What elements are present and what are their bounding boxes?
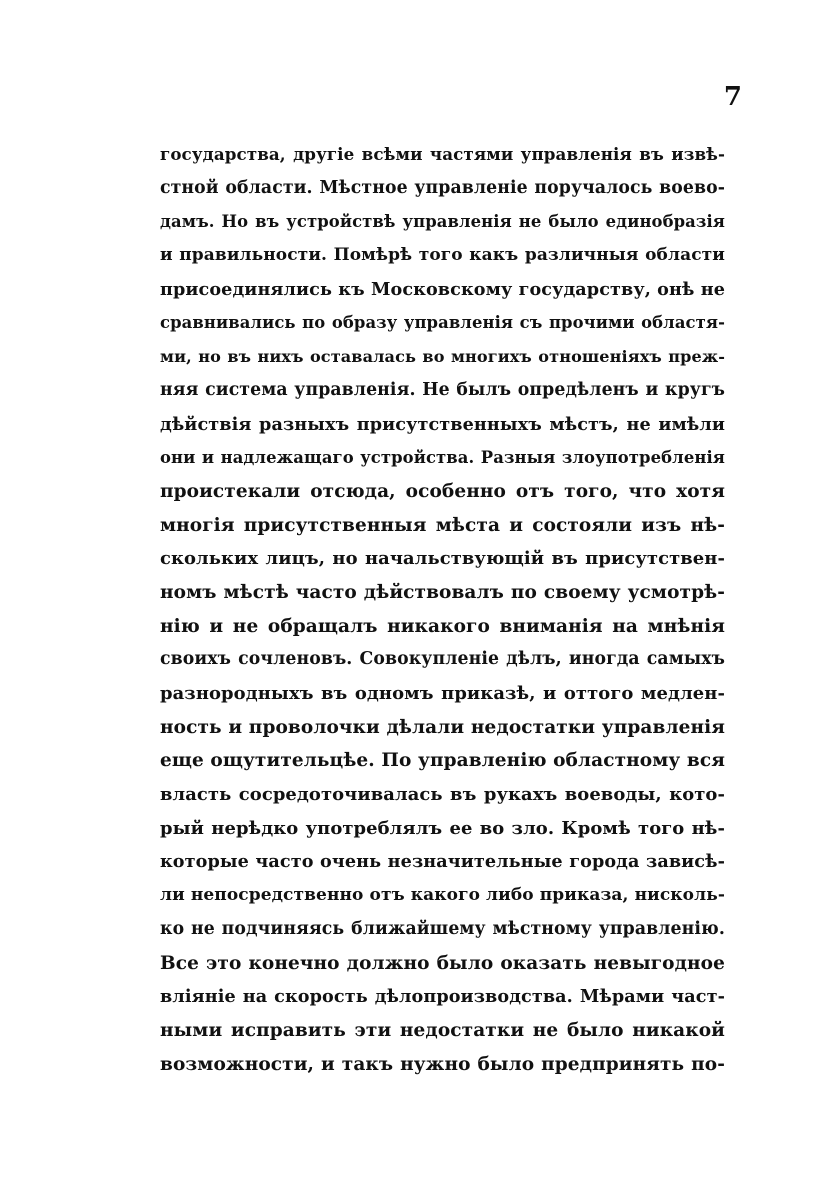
text-line: дѣйствія разныхъ присутственныхъ мѣстъ, не имѣли <box>160 413 725 435</box>
text-line: ли непосредственно отъ какого либо приказа, нисколь- <box>160 885 725 906</box>
text-line: номъ мѣстѣ часто дѣйствовалъ по своему усмотрѣ- <box>160 581 725 603</box>
text-line: государства, другіе всѣми частями управленія въ извѣ- <box>160 144 725 164</box>
text-line: и правильности. Помѣрѣ того какъ различныя области <box>160 245 725 266</box>
text-line: няя система управленія. Не былъ опредѣленъ и кругъ <box>160 379 725 400</box>
text-line: еще ощутительцѣе. По управленію областному вся <box>160 750 725 772</box>
page-number: 7 <box>723 82 742 112</box>
text-line: дамъ. Но въ устройствѣ управленія не было единобразія <box>160 212 725 232</box>
text-line: нію и не обращалъ никакого вниманія на мнѣнія <box>160 615 725 637</box>
text-line: ность и проволочки дѣлали недостатки управленія <box>160 716 725 738</box>
text-line: многія присутственныя мѣста и состояли изъ нѣ- <box>160 514 725 536</box>
text-line: вліяніе на скорость дѣлопроизводства. Мѣрами част- <box>160 986 725 1008</box>
text-line: проистекали отсюда, особенно отъ того, что хотя <box>160 480 725 502</box>
text-line: разнородныхъ въ одномъ приказѣ, и оттого медлен- <box>160 683 725 704</box>
text-line: Все это конечно должно было оказать невыгодное <box>160 952 725 974</box>
text-line: власть сосредоточивалась въ рукахъ воеводы, кото- <box>160 784 725 806</box>
text-line: своихъ сочленовъ. Совокупленіе дѣлъ, иногда самыхъ <box>160 649 725 670</box>
text-line: скольких лицъ, но начальствующій въ присутствен- <box>160 548 725 570</box>
text-line: стной области. Мѣстное управленіе поручалось воево- <box>160 177 725 198</box>
text-line: ко не подчиняясь ближайшему мѣстному управленію. <box>160 918 725 939</box>
text-line: ными исправить эти недостатки не было никакой <box>160 1019 725 1041</box>
text-line: рый нерѣдко употреблялъ ее во зло. Кромѣ того нѣ- <box>160 817 725 839</box>
text-line: сравнивались по образу управленія съ прочими областя- <box>160 313 725 333</box>
text-line: они и надлежащаго устройства. Разныя злоупотребленія <box>160 448 725 468</box>
text-line: которые часто очень незначительные города зависѣ- <box>160 851 725 873</box>
body-text <box>160 138 725 1081</box>
text-line: ми, но въ нихъ оставалась во многихъ отношеніяхъ преж- <box>160 347 725 367</box>
text-line: возможности, и такъ нужно было предпринять по- <box>160 1053 725 1075</box>
text-line: присоединялись къ Московскому государству, онѣ не <box>160 278 725 300</box>
